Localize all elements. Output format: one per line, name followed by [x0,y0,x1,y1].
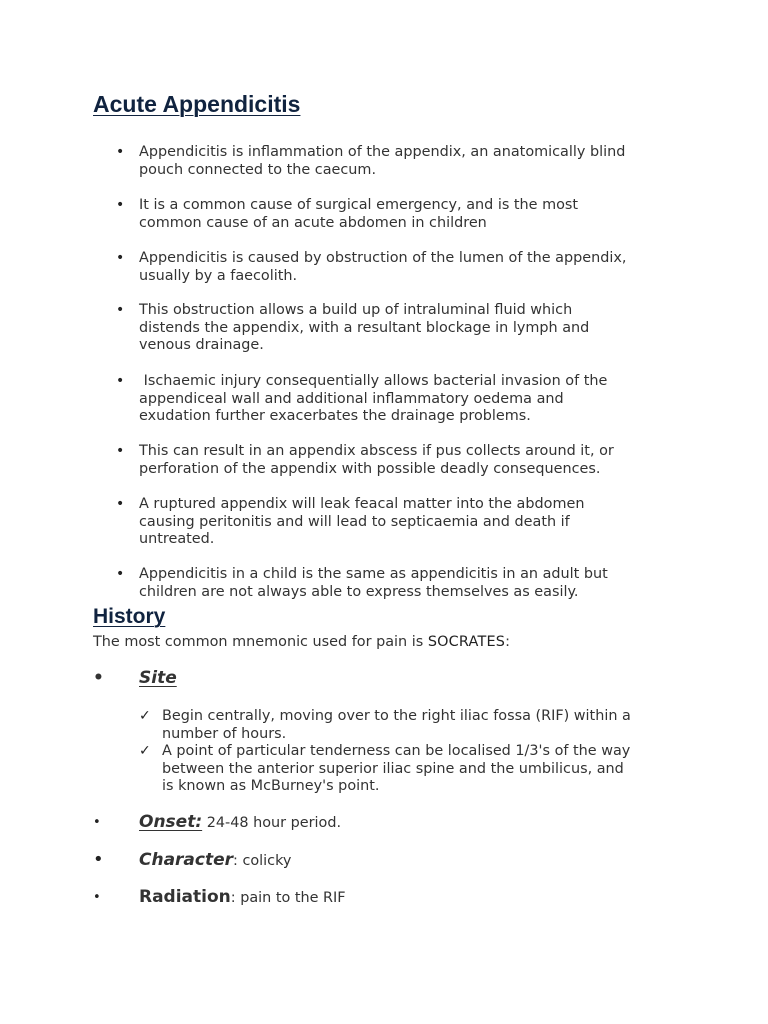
site-label: Site [139,668,177,688]
list-item-text: Begin centrally, moving over to the right iliac fossa (RIF) within a number of hours. [162,708,631,742]
character-value: : colicky [233,853,292,869]
bullet-icon: • [116,566,125,582]
radiation-label: Radiation [139,887,231,907]
intro-text: The most common mnemonic used for pain is [93,634,428,650]
bullet-icon: • [116,496,125,512]
onset-label: Onset: [139,812,203,832]
list-item-text: Ischaemic injury consequentially allows bacterial invasion of the appendiceal wall and additional inflammatory oedema and exudation further exacerbates the drainage problems. [139,373,608,424]
list-item-text: Appendicitis in a child is the same as appendicitis in an adult but children are not always able to express themselves as easily. [139,566,608,600]
radiation-value: : pain to the RIF [230,890,346,906]
bullet-icon: • [116,250,125,266]
onset-label-wrap [139,812,341,832]
intro-colon: : [505,634,510,650]
bullet-icon: • [116,373,125,389]
socrates-keyword: SOCRATES [427,634,506,650]
radiation-label-wrap [139,887,346,907]
page-title: Acute Appendicitis [93,91,301,117]
bullet-icon: • [116,197,125,213]
checkmark-icon: ✓ [139,708,151,724]
list-item-text: A point of particular tenderness can be localised 1/3's of the way between the anterior superior iliac spine and the umbilicus, and is known as McBurney's point. [162,743,631,794]
onset-value: 24-48 hour period. [202,815,342,831]
history-heading: History [93,605,166,628]
bullet-icon: • [116,302,125,318]
list-item-text: This obstruction allows a build up of intraluminal fluid which distends the appendix, with a resultant blockage in lymph and venous drainage. [139,302,590,353]
list-item-text: It is a common cause of surgical emergency, and is the most common cause of an acute abdomen in children [139,197,579,231]
socrates-intro [93,633,510,651]
bullet-icon: • [93,890,101,905]
character-label-wrap [139,850,291,870]
checkmark-icon: ✓ [139,743,151,759]
list-item-text: A ruptured appendix will leak feacal matter into the abdomen causing peritonitis and will lead to septicaemia and death if untreated. [139,496,585,547]
list-item-text: This can result in an appendix abscess if pus collects around it, or perforation of the appendix with possible deadly consequences. [139,443,614,477]
bullet-icon: • [93,668,104,688]
bullet-icon: • [93,815,101,830]
character-label: Character [139,850,234,870]
list-item-text: Appendicitis is inflammation of the appendix, an anatomically blind pouch connected to the caecum. [139,144,626,178]
bullet-icon: • [116,144,125,160]
bullet-icon: • [93,849,104,870]
list-item-text: Appendicitis is caused by obstruction of the lumen of the appendix, usually by a faecolith. [139,250,627,284]
bullet-icon: • [116,443,125,459]
